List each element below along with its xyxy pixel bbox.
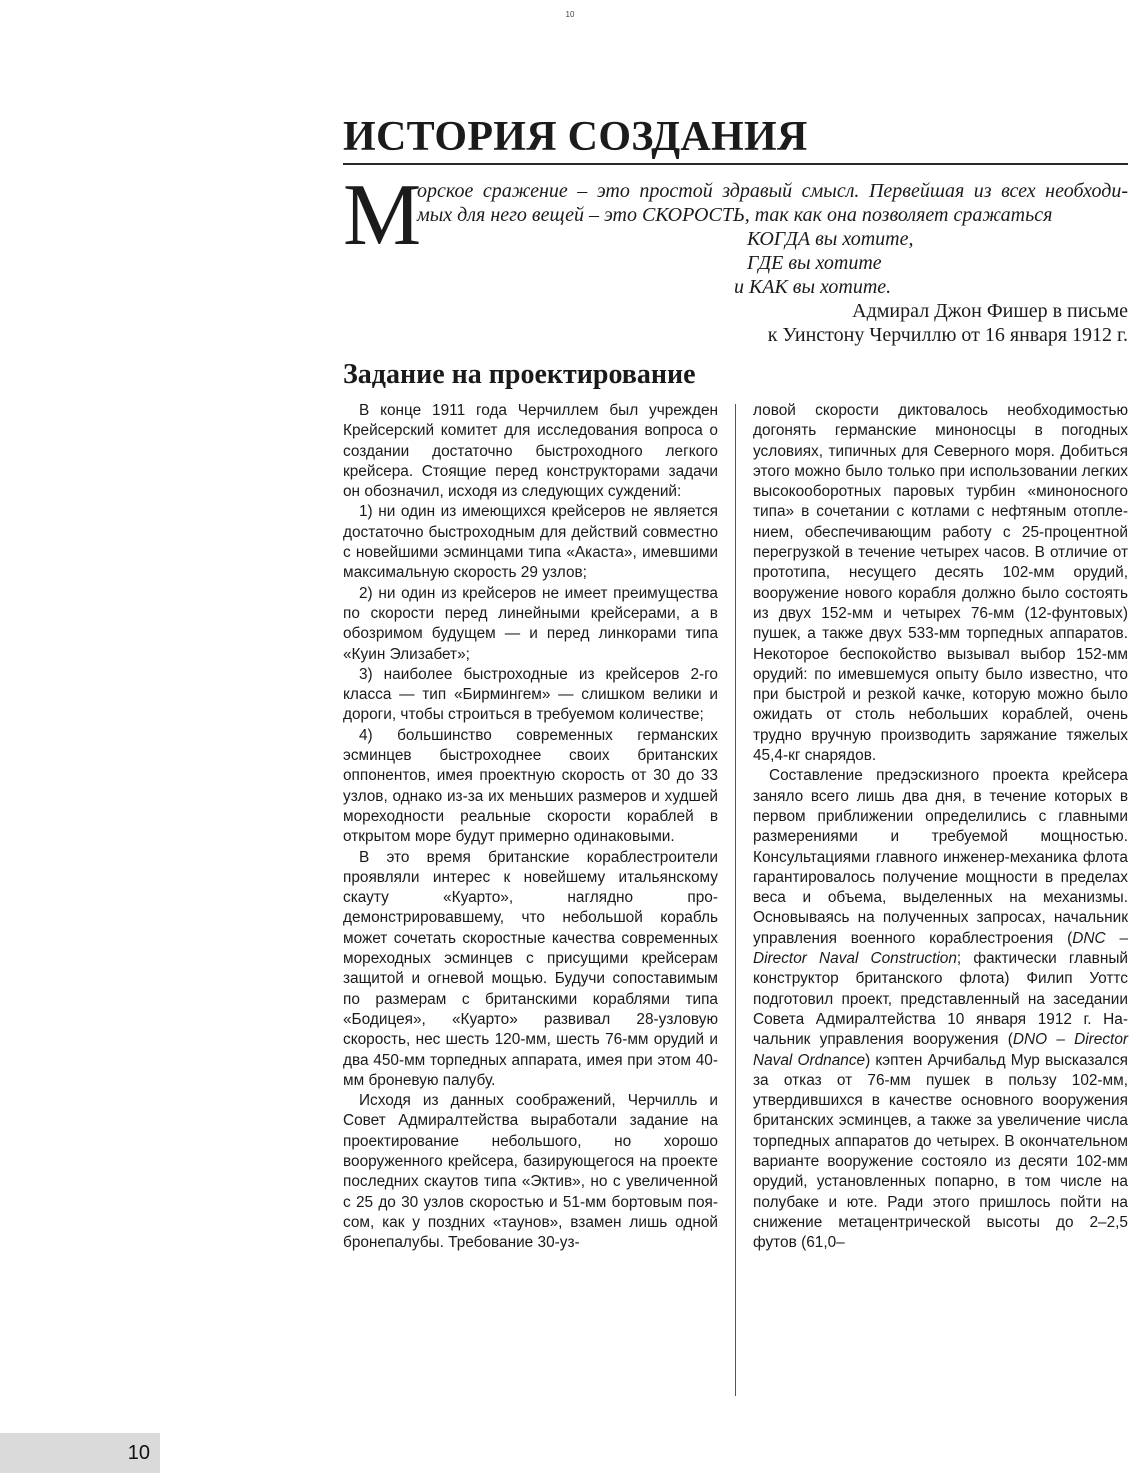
paragraph: 1) ни один из имеющихся крейсеров не является достаточно быстроходным для действий совместно с новейшими эсминцами типа «Акаста», имевшими максимальную скорость 29 узлов;	[343, 503, 718, 582]
epigraph-line: ГДЕ вы хотите	[747, 252, 882, 274]
text-column-right	[753, 401, 1128, 1253]
abbreviation-italic: DNO – Director Naval Ordnance	[753, 1031, 1128, 1069]
paragraph: В это время британские кораблестроители проявляли интерес к новейшему итальянскому скауту «Куарто», наглядно продемонстрировавшему, что небольшой корабль может сочетать скоростные качества современных мореходных эсминцев с присущими крейсерам защитой и огневой мощью. Будучи сопоставимым по размерам с британскими кораблями типа «Бодицея», «Куарто» развивал 28-узловую скорость, нес шесть 120-мм, шесть 76-мм орудий и два 450-мм торпедных аппарата, имея при этом 40-мм броневую палубу.	[343, 848, 718, 1089]
epigraph-line: мых для него вещей – это СКОРОСТЬ, так как она позволяет сражаться	[417, 204, 1053, 226]
paragraph	[753, 766, 1128, 1253]
chapter-title: ИСТОРИЯ СОЗДАНИЯ	[343, 114, 808, 160]
paragraph: Исходя из данных соображений, Черчилль и Совет Адмиралтейства выработали задание на проектирование небольшого, но хорошо вооруженного крейсера, базирующегося на проекте последних скаутов типа «Эктив», но с увеличенной с 25 до 30 узлов скоростью и 51-мм бортовым поясом, как у поздних «таунов», взамен лишь одной бронепалубы. Требование 30-уз-	[343, 1092, 718, 1252]
epigraph-line: и КАК вы хотите.	[734, 276, 892, 298]
abbreviation-italic: DNC – Director Naval Construction	[753, 929, 1129, 968]
paragraph-text: Составление предэскизного проекта крейсера заняло всего лишь два дня, в течение которых в первом приближении определились с главными размерениями и требуемой мощностью. Консультациями главного инженер-механика флота гарантировалось получение мощности в пределах веса и объема, выделенных на механизмы. Основываясь на полученных запросах, начальник управления военного кораблестроения (	[753, 767, 1128, 947]
section-title: Задание на проектирование	[343, 359, 696, 390]
epigraph	[343, 167, 1128, 350]
paragraph: В конце 1911 года Черчиллем был учрежден Крейсерский комитет для исследования вопроса о создании достаточно быстроходного легкого крейсера. Стоящие перед конструкторами задачи он обозначил, исходя из следующих суждений:	[343, 402, 718, 501]
epigraph-attribution: Адмирал Джон Фишер в письме	[852, 300, 1128, 322]
paragraph: 3) наиболее быстроходные из крейсеров 2-го класса — тип «Бирмингем» — слишком велики и дороги, чтобы строиться в требуемом количестве;	[343, 665, 718, 724]
paragraph: 4) большинство современных германских эсминцев быстроходнее своих британских оппонентов, имея проектную скорость от 30 до 33 узлов, однако из-за их меньших размеров и худшей мореходности реальные скорости кораблей в открытом море будут примерно одинаковыми.	[343, 726, 718, 846]
paragraph: 2) ни один из крейсеров не имеет преимущества по скорости перед линейными крейсерами, а в обозримом будущем — и перед линкорами типа «Куин Элизабет»;	[343, 584, 718, 663]
paragraph-text: ) кэптен Арчибальд Мур высказался за отказ от 76-мм пушек в пользу 102-мм, утвердившихся в качестве основного вооружения британских эсминцев, а также за увеличение числа торпедных аппаратов до четырех. В окончательном варианте вооружение состояло из десяти 102-мм орудий, установленных попарно, в том числе на полубаке и юте. Ради этого пришлось пойти на снижение метацентрической высоты до 2–2,5 футов (61,0–	[753, 1051, 1128, 1252]
title-underline	[343, 163, 1128, 165]
paragraph: ловой скорости диктовалось необходимостью догонять германские миноносцы в погодных условиях, типичных для Северного моря. Добиться этого можно было только при использовании легких высокооборотных паровых турбин «миноносного типа» в сочетании с котлами с нефтяным отоплением, обеспечивающим работу с 25-процентной перегрузкой в течение четырех часов. В отличие от прототипа, несущего десять 102-мм орудий, вооружение нового корабля должно было состоять из двух 152-мм и четырех 76-мм (12-фунтовых) пушек, а также двух 533-мм торпедных аппаратов. Некоторое беспокойство вызывал выбор 152-мм орудий: по имевшемуся опыту было известно, что при быстрой и резкой качке, которую можно было ожидать от столь небольших кораблей, очень трудно вручную производить заряжание тяжелых 45,4-кг снарядов.	[753, 402, 1128, 765]
drop-cap: М	[343, 167, 422, 264]
paragraph-text: ; фактически главный конструктор британского флота) Филип Уоттс подготовил проект, представленный на заседании Совета Адмиралтейства 10 января 1912 г. Начальник управления вооружения (	[753, 950, 1128, 1049]
page-number: 10	[127, 1442, 150, 1464]
page-number-tab	[0, 1433, 160, 1473]
column-divider	[735, 404, 736, 1396]
text-column-left	[343, 401, 718, 1253]
epigraph-line: орское сражение – это простой здравый смысл. Первейшая из всех необходи-	[417, 180, 1128, 202]
epigraph-line: КОГДА вы хотите,	[747, 228, 914, 250]
header-page-number: 10	[565, 10, 575, 19]
epigraph-attribution: к Уинстону Черчиллю от 16 января 1912 г.	[767, 324, 1128, 346]
